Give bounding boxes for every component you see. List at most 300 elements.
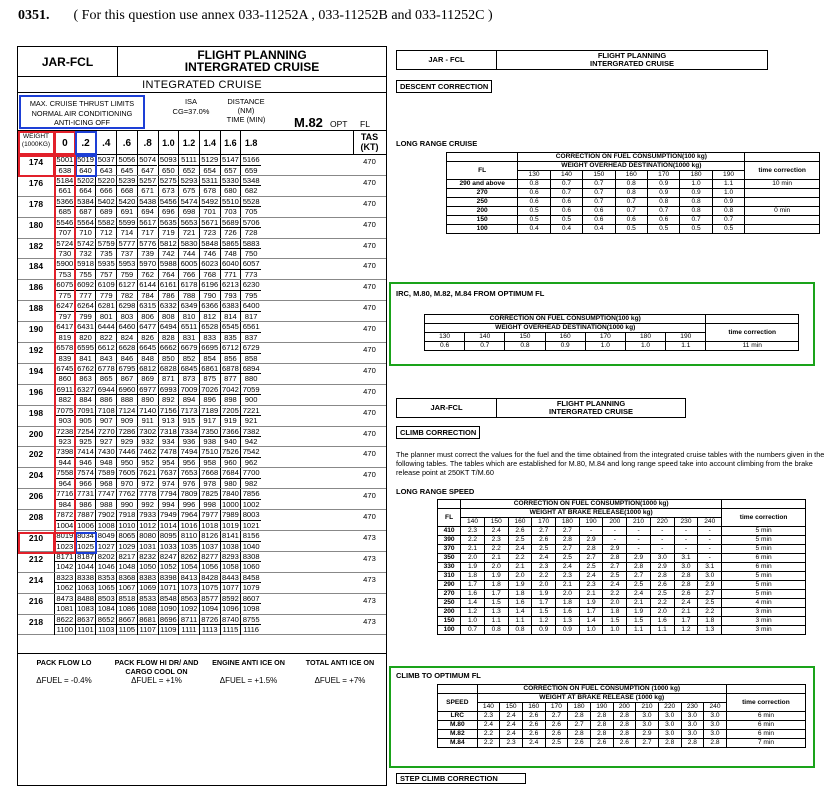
time-value: 952 xyxy=(141,457,154,467)
time-value: 950 xyxy=(120,457,134,467)
distance-value: 7778 xyxy=(139,489,157,499)
time-value: 1065 xyxy=(97,583,115,593)
tas-cell: 470 xyxy=(363,512,376,522)
weight-col-header: 160 xyxy=(522,703,545,712)
cruise-cell xyxy=(75,615,96,635)
correction-value: 1.3 xyxy=(698,626,722,635)
distance-value: 7731 xyxy=(77,489,94,499)
distance-value: 5528 xyxy=(242,196,260,206)
distance-value: 6400 xyxy=(242,301,260,311)
distance-value: 6161 xyxy=(159,280,177,290)
table-subheading: WEIGHT OVERHEAD DESTINATION(1000 kg) xyxy=(425,324,706,333)
cruise-cell xyxy=(116,510,137,530)
correction-value: 1.7 xyxy=(532,599,556,608)
correction-value: 0.8 xyxy=(484,626,508,635)
distance-value: 8592 xyxy=(221,593,239,603)
distance-value: 8156 xyxy=(242,531,260,541)
cruise-cell xyxy=(75,364,96,384)
cruise-cell xyxy=(220,615,241,635)
tas-cell: 470 xyxy=(363,198,376,208)
time-value: 960 xyxy=(224,457,237,467)
cruise-cell xyxy=(116,364,137,384)
distance-value: 5918 xyxy=(77,259,94,269)
correction-value: 3.0 xyxy=(704,721,727,730)
time-correction-cell: 10 min xyxy=(745,180,820,189)
time-value: 1113 xyxy=(201,625,218,635)
correction-value: 2.7 xyxy=(568,721,591,730)
distance-value: 6795 xyxy=(118,363,136,373)
distance-value: 7350 xyxy=(201,426,219,436)
time-value: 835 xyxy=(224,332,237,342)
cruise-cell xyxy=(220,364,241,384)
cruise-cell xyxy=(158,510,179,530)
time-value: 994 xyxy=(162,499,175,509)
distance-value: 5275 xyxy=(159,175,177,185)
time-correction-cell: 5 min xyxy=(722,590,806,599)
time-value: 998 xyxy=(203,499,217,509)
distance-value: 5311 xyxy=(201,175,218,185)
weight-cell: 206 xyxy=(28,491,44,502)
cruise-cell xyxy=(116,594,137,614)
time-value: 948 xyxy=(99,457,113,467)
blank-corner xyxy=(706,315,799,324)
time-value: 996 xyxy=(182,499,196,509)
correction-value: 2.5 xyxy=(579,563,603,572)
distance-value: 7716 xyxy=(56,489,74,499)
time-correction-header: time correction xyxy=(726,694,805,712)
distance-value: 8488 xyxy=(77,593,94,603)
cruise-cell xyxy=(54,573,75,593)
cruise-cell xyxy=(116,573,137,593)
distance-value: 5111 xyxy=(181,155,197,164)
distance-value: 5970 xyxy=(139,259,157,269)
time-value: 746 xyxy=(203,249,217,259)
cruise-cell xyxy=(220,406,241,426)
highlight-col-0-header xyxy=(54,131,76,155)
distance-value: 6477 xyxy=(139,322,157,332)
correction-value: - xyxy=(674,545,698,554)
time-correction-cell: 5 min xyxy=(722,572,806,581)
correction-footer xyxy=(18,653,386,785)
cruise-cell xyxy=(220,594,241,614)
time-value: 645 xyxy=(120,165,134,175)
time-value: 1090 xyxy=(159,604,177,614)
time-value: 1002 xyxy=(242,499,260,509)
time-value: 875 xyxy=(203,374,217,384)
isa-line2: CG=37.0% xyxy=(172,107,210,116)
weight-cell: 174 xyxy=(28,157,44,167)
cruise-cell xyxy=(116,343,137,363)
correction-value: 1.8 xyxy=(603,608,627,617)
distance-value: 7205 xyxy=(221,405,239,415)
correction-value: 2.2 xyxy=(698,608,722,617)
time-value: 964 xyxy=(58,478,72,488)
time-correction-cell: 3 min xyxy=(722,617,806,626)
highlight-weight-174 xyxy=(18,155,55,177)
weight-cell: 202 xyxy=(28,449,44,460)
distance-value: 8141 xyxy=(221,531,239,541)
time-value: 1109 xyxy=(160,625,177,635)
footer-correction-2 xyxy=(203,654,294,786)
time-value: 986 xyxy=(79,499,92,509)
cruise-cell xyxy=(95,510,116,530)
cruise-cell xyxy=(199,322,220,342)
distance-value: 5184 xyxy=(56,175,74,185)
time-value: 793 xyxy=(224,290,237,300)
cruise-cell xyxy=(199,594,220,614)
correction-value: 1.2 xyxy=(461,608,485,617)
weight-col-header: 230 xyxy=(674,518,698,527)
time-value: 858 xyxy=(244,353,258,363)
cruise-cell xyxy=(54,176,75,196)
correction-value: 2.0 xyxy=(508,572,532,581)
time-value: 664 xyxy=(79,186,92,196)
time-value: 871 xyxy=(162,374,175,384)
correction-value: 2.7 xyxy=(556,527,580,536)
time-value: 925 xyxy=(79,437,92,447)
cruise-cell xyxy=(199,155,220,175)
cruise-cell xyxy=(116,218,137,238)
cruise-cell xyxy=(199,447,220,467)
cruise-cell xyxy=(199,510,220,530)
time-value: 1006 xyxy=(77,520,94,530)
correction-value: 2.8 xyxy=(704,739,727,748)
cruise-cell xyxy=(158,468,179,488)
correction-value: 0.5 xyxy=(615,225,647,234)
distance-value: 8080 xyxy=(139,531,157,541)
distance-value: 6960 xyxy=(118,384,136,394)
time-correction-cell: 6 min xyxy=(726,721,805,730)
tas-cell: 473 xyxy=(363,553,376,563)
cruise-cell xyxy=(75,489,96,509)
correction-value: 2.3 xyxy=(477,712,500,721)
cruise-cell xyxy=(158,155,179,175)
weight-cell: 186 xyxy=(28,282,44,293)
cruise-cell xyxy=(137,552,158,572)
cruise-cell xyxy=(178,301,199,321)
correction-value: 2.5 xyxy=(556,554,580,563)
cruise-cell xyxy=(116,239,137,259)
distance-value: 5953 xyxy=(118,259,136,269)
time-value: 647 xyxy=(141,165,154,175)
cruise-row xyxy=(18,573,386,594)
distance-value: 7254 xyxy=(77,426,94,436)
correction-value: 1.0 xyxy=(585,342,625,351)
correction-value: 2.8 xyxy=(568,730,591,739)
cruise-cell xyxy=(75,343,96,363)
weight-col-header: 210 xyxy=(627,518,651,527)
distance-value: 8413 xyxy=(180,572,198,582)
distance-value: 5635 xyxy=(159,217,177,227)
distance-value: 8398 xyxy=(159,572,177,582)
cruise-cell xyxy=(137,322,158,342)
time-value: 972 xyxy=(141,478,154,488)
tas-cell: 470 xyxy=(363,428,376,438)
time-value: 668 xyxy=(120,186,134,196)
time-value: 1101 xyxy=(77,625,94,635)
correction-value: 1.8 xyxy=(508,590,532,599)
distance-value: 5129 xyxy=(201,155,219,164)
distance-value: 6812 xyxy=(139,363,157,373)
distance-value: 8428 xyxy=(201,572,219,582)
correction-value: 1.2 xyxy=(532,617,556,626)
time-value: 894 xyxy=(182,395,196,405)
distance-value: 8607 xyxy=(242,593,260,603)
distance-value: 7989 xyxy=(221,510,239,520)
distance-value: 7156 xyxy=(159,405,177,415)
cruise-cell xyxy=(116,615,137,635)
time-value: 775 xyxy=(58,290,72,300)
correction-value: 1.8 xyxy=(461,572,485,581)
correction-value: 2.7 xyxy=(698,590,722,599)
cruise-cell xyxy=(220,176,241,196)
time-value: 940 xyxy=(224,437,237,447)
cruise-cell xyxy=(116,489,137,509)
correction-value: 0.6 xyxy=(583,216,615,225)
correction-value: 0.6 xyxy=(518,198,550,207)
time-value: 890 xyxy=(141,395,154,405)
time-correction-cell xyxy=(745,225,820,234)
time-value: 817 xyxy=(244,311,258,321)
cruise-cell xyxy=(75,301,96,321)
cruise-cell xyxy=(158,615,179,635)
cruise-cell xyxy=(95,531,116,551)
cruise-cell xyxy=(199,364,220,384)
correction-value: 2.7 xyxy=(545,712,568,721)
time-value: 739 xyxy=(141,249,154,259)
cruise-cell xyxy=(178,615,199,635)
dist-line1: DISTANCE xyxy=(227,97,265,106)
time-value: 1115 xyxy=(222,625,239,635)
distance-value: 7286 xyxy=(118,426,136,436)
time-value: 1029 xyxy=(118,541,136,551)
cruise-cell xyxy=(75,552,96,572)
distance-value: 8458 xyxy=(242,572,260,582)
cruise-cell xyxy=(240,385,261,405)
distance-value: 8095 xyxy=(159,531,177,541)
correction-value: - xyxy=(674,527,698,536)
correction-value: 2.6 xyxy=(590,739,613,748)
time-value: 1033 xyxy=(159,541,177,551)
distance-value: 6005 xyxy=(180,259,198,269)
col-header-5: 1.0 xyxy=(158,131,179,155)
correction-value: 1.0 xyxy=(579,626,603,635)
correction-value: 2.6 xyxy=(508,527,532,536)
cruise-cell xyxy=(137,531,158,551)
time-value: 680 xyxy=(224,186,237,196)
weight-col-header: 180 xyxy=(556,518,580,527)
cruise-cell xyxy=(95,259,116,279)
time-value: 753 xyxy=(58,269,72,279)
time-value: 797 xyxy=(58,311,72,321)
distance-value: 5671 xyxy=(201,217,219,227)
correction-value: - xyxy=(698,545,722,554)
right-title2-line2: INTERGRATED CRUISE xyxy=(548,407,634,416)
distance-value: 5617 xyxy=(139,217,157,227)
weight-cell: 190 xyxy=(28,324,44,335)
distance-value: 8681 xyxy=(139,614,157,624)
correction-value: 2.6 xyxy=(532,536,556,545)
blank-corner xyxy=(722,500,806,509)
distance-value: 8563 xyxy=(180,593,198,603)
distance-value: 5759 xyxy=(97,238,115,248)
fl-cell: 270 xyxy=(447,189,518,198)
correction-value: - xyxy=(698,527,722,536)
col-header-6: 1.2 xyxy=(178,131,199,155)
correction-value: 3.0 xyxy=(636,721,659,730)
cruise-cell xyxy=(116,259,137,279)
cruise-cell xyxy=(95,468,116,488)
distance-value: 7382 xyxy=(242,426,260,436)
table-heading: CORRECTION ON FUEL CONSUMPTION(100 kg) xyxy=(518,153,745,162)
speed-cell: M.80 xyxy=(438,721,478,730)
distance-value: 6444 xyxy=(97,322,115,332)
time-value: 978 xyxy=(203,478,217,488)
footer-heading: ENGINE ANTI ICE ON xyxy=(212,658,285,667)
correction-value: 1.1 xyxy=(508,617,532,626)
correction-value: - xyxy=(627,527,651,536)
distance-value: 6911 xyxy=(56,384,74,394)
cruise-cell xyxy=(95,615,116,635)
weight-cell: 188 xyxy=(28,303,44,314)
time-value: 903 xyxy=(58,416,72,426)
cruise-cell xyxy=(116,322,137,342)
fl-cell: 270 xyxy=(438,590,461,599)
distance-value: 6612 xyxy=(97,343,115,353)
distance-value: 5147 xyxy=(221,155,239,164)
distance-value: 6213 xyxy=(221,280,239,290)
descent-correction-label: DESCENT CORRECTION xyxy=(396,80,492,93)
distance-value: 8368 xyxy=(118,572,136,582)
cond-antiice: ANTI-ICING OFF xyxy=(54,118,110,127)
tas-cell: 470 xyxy=(363,282,376,292)
time-value: 1096 xyxy=(221,604,239,614)
correction-value: 2.4 xyxy=(500,712,523,721)
distance-value: 8110 xyxy=(180,531,198,541)
weight-cell: 178 xyxy=(28,198,44,209)
correction-value: 1.1 xyxy=(484,617,508,626)
time-value: 771 xyxy=(224,269,237,279)
correction-value: 2.4 xyxy=(532,554,556,563)
cruise-cell xyxy=(137,427,158,447)
integrated-cruise-table xyxy=(17,46,387,786)
correction-value: 0.6 xyxy=(647,216,679,225)
cruise-cell xyxy=(95,197,116,217)
cruise-cell xyxy=(240,197,261,217)
distance-value: 7075 xyxy=(56,405,74,415)
cruise-cell xyxy=(54,322,75,342)
time-value: 852 xyxy=(182,353,196,363)
distance-value: 5706 xyxy=(242,217,260,227)
weight-col-header: 190 xyxy=(666,333,706,342)
cruise-cell xyxy=(95,447,116,467)
distance-value: 7140 xyxy=(139,405,157,415)
cruise-cell xyxy=(240,552,261,572)
weight-col-header: 240 xyxy=(698,518,722,527)
cruise-cell xyxy=(54,427,75,447)
time-correction-cell: 6 min xyxy=(726,712,805,721)
cruise-cell xyxy=(240,510,261,530)
cruise-cell xyxy=(220,218,241,238)
correction-value: 2.1 xyxy=(556,581,580,590)
weight-col-header: 210 xyxy=(636,703,659,712)
dist-line2: (NM) xyxy=(237,106,255,115)
correction-value: 1.6 xyxy=(508,599,532,608)
blank-corner xyxy=(438,685,478,694)
correction-value: 0.7 xyxy=(583,198,615,207)
time-value: 786 xyxy=(162,290,175,300)
time-value: 773 xyxy=(244,269,258,279)
correction-value: 2.9 xyxy=(603,545,627,554)
correction-value: 2.8 xyxy=(650,572,674,581)
time-value: 1116 xyxy=(243,625,260,635)
distance-value: 8126 xyxy=(201,531,219,541)
highlight-col-2-header xyxy=(75,131,97,155)
distance-value: 7637 xyxy=(159,468,177,478)
time-value: 1084 xyxy=(97,604,115,614)
correction-value: 0.7 xyxy=(550,189,582,198)
cruise-cell xyxy=(178,218,199,238)
time-value: 705 xyxy=(244,207,258,217)
cruise-cell xyxy=(240,468,261,488)
cruise-cell xyxy=(54,468,75,488)
distance-value: 7238 xyxy=(56,426,74,436)
time-value: 661 xyxy=(58,186,72,196)
time-value: 1010 xyxy=(118,520,136,530)
cruise-cell xyxy=(75,239,96,259)
cruise-cell xyxy=(178,259,199,279)
correction-value: 1.7 xyxy=(579,608,603,617)
cruise-cell xyxy=(240,343,261,363)
time-value: 788 xyxy=(182,290,196,300)
distance-value: 5724 xyxy=(56,238,74,248)
weight-col-header: 190 xyxy=(579,518,603,527)
distance-value: 5776 xyxy=(139,238,157,248)
distance-value: 8755 xyxy=(242,614,260,624)
time-value: 1054 xyxy=(180,562,198,572)
cruise-cell xyxy=(137,447,158,467)
cruise-cell xyxy=(240,594,261,614)
cruise-cell xyxy=(137,280,158,300)
distance-value: 8262 xyxy=(180,551,198,561)
time-value: 915 xyxy=(182,416,196,426)
highlight-col-2-210 xyxy=(75,532,97,554)
tas-cell: 470 xyxy=(363,491,376,501)
correction-value: 0.6 xyxy=(615,216,647,225)
distance-value: 7318 xyxy=(159,426,177,436)
irc-table xyxy=(424,314,799,351)
distance-value: 6511 xyxy=(180,322,198,332)
correction-value: 3.1 xyxy=(674,554,698,563)
cruise-cell xyxy=(137,468,158,488)
correction-value: 2.1 xyxy=(674,608,698,617)
weight-cell: 212 xyxy=(28,553,44,564)
time-value: 892 xyxy=(162,395,175,405)
time-value: 768 xyxy=(203,269,217,279)
question-text: ( For this question use annex 033-11252A , 033-11252B and 033-11252C ) xyxy=(73,8,493,23)
cruise-cell xyxy=(199,468,220,488)
distance-value: 5865 xyxy=(221,238,239,248)
time-value: 696 xyxy=(162,207,175,217)
time-value: 1071 xyxy=(159,583,177,593)
col-header-1: .2 xyxy=(75,131,96,155)
time-value: 784 xyxy=(141,290,154,300)
correction-value: 2.7 xyxy=(579,554,603,563)
distance-value: 5093 xyxy=(159,155,177,164)
distance-value: 5202 xyxy=(77,175,94,185)
conditions-box xyxy=(19,95,145,129)
distance-value: 6861 xyxy=(201,363,219,373)
